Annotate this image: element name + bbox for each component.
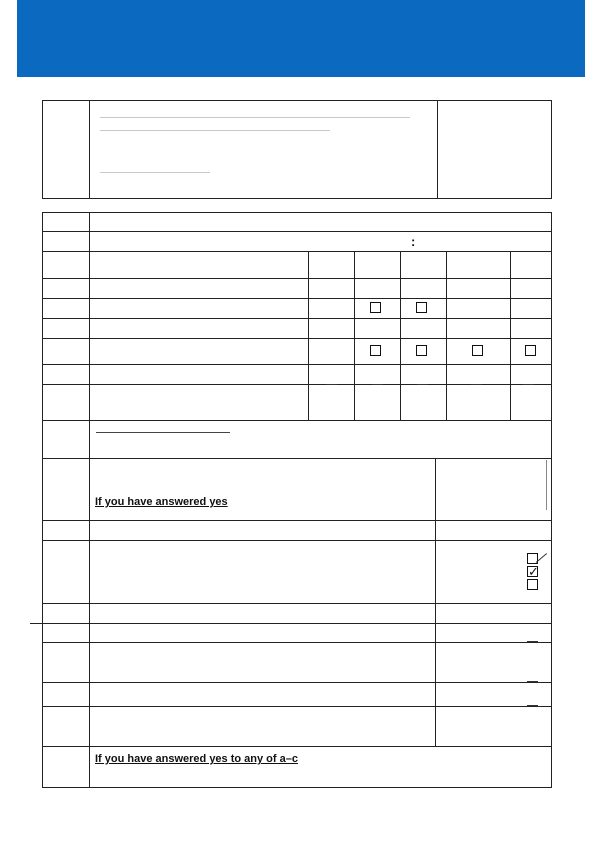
- row-line: [42, 278, 552, 279]
- checkbox[interactable]: [472, 345, 483, 356]
- checkbox[interactable]: [370, 302, 381, 313]
- section-underline: [96, 432, 230, 433]
- answer-column-divider: [435, 458, 436, 746]
- faint-text-line: [100, 130, 330, 131]
- checkbox[interactable]: [525, 345, 536, 356]
- row-line: [42, 231, 552, 232]
- grid-column-divider: [308, 251, 309, 420]
- checkbox-checked[interactable]: [527, 566, 538, 577]
- dash-mark: [523, 384, 534, 385]
- faint-text-line: [100, 117, 410, 118]
- checkbox[interactable]: [370, 345, 381, 356]
- checkbox[interactable]: [416, 302, 427, 313]
- row-line: [42, 520, 552, 521]
- dash-mark: [527, 641, 538, 642]
- top-table: [42, 100, 552, 199]
- faint-text-line: [100, 172, 210, 173]
- top-table-divider: [89, 100, 90, 199]
- row-line: [42, 298, 552, 299]
- row-line: [42, 338, 552, 339]
- note-if-answered-yes: If you have answered yes: [95, 496, 228, 508]
- row-line: [42, 706, 552, 707]
- row-line: [42, 364, 552, 365]
- check-mark-icon: ✓: [528, 564, 539, 579]
- row-line: [42, 318, 552, 319]
- row-line: [42, 458, 552, 459]
- grid-column-divider: [354, 251, 355, 420]
- dash-mark: [417, 384, 428, 385]
- dash-mark: [471, 384, 482, 385]
- row-line: [42, 642, 552, 643]
- grid-column-divider: [446, 251, 447, 420]
- row-line: [42, 251, 552, 252]
- row-line: [30, 623, 552, 624]
- grid-column-divider: [510, 251, 511, 420]
- note-if-answered-yes-any: If you have answered yes to any of a–c: [95, 753, 298, 765]
- row-line: [42, 682, 552, 683]
- top-table-divider: [437, 100, 438, 199]
- row-line: [42, 420, 552, 421]
- dash-mark: [326, 384, 337, 385]
- dash-mark: [527, 705, 538, 706]
- header-banner: [17, 0, 585, 77]
- grid-column-divider: [400, 251, 401, 420]
- colon-mark: :: [411, 234, 416, 249]
- row-line: [42, 746, 552, 747]
- row-line: [42, 603, 552, 604]
- dash-mark: [372, 384, 383, 385]
- checkbox[interactable]: [416, 345, 427, 356]
- row-line: [42, 540, 552, 541]
- side-mark: [546, 460, 547, 510]
- checkbox[interactable]: [527, 579, 538, 590]
- dash-mark: [527, 681, 538, 682]
